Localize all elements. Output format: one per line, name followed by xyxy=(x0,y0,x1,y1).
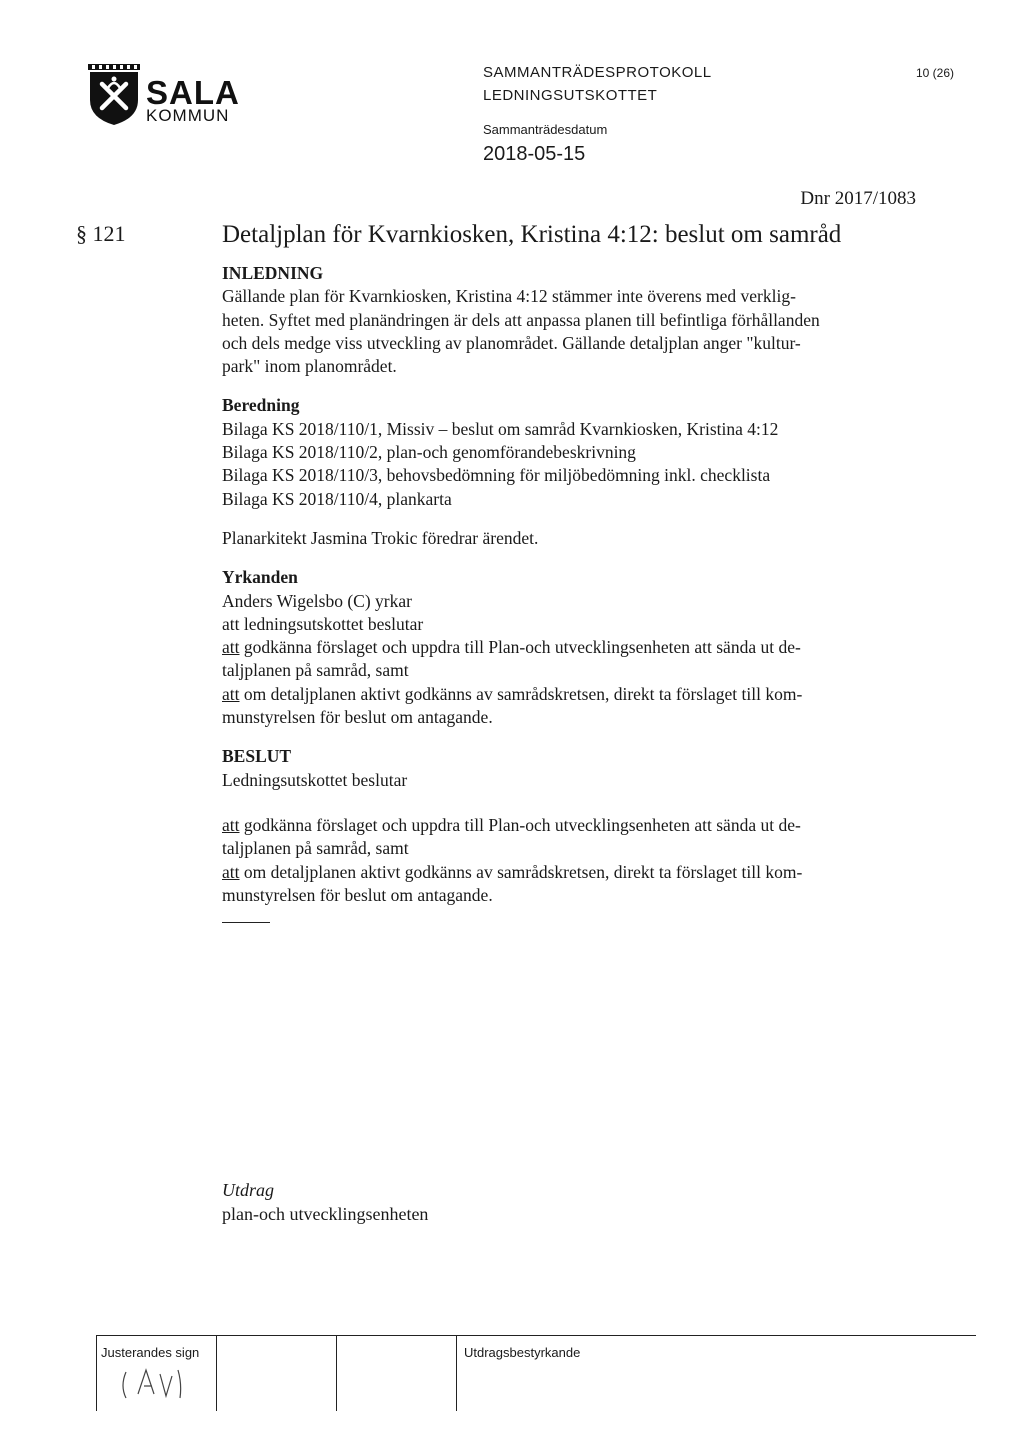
footer-cell-divider xyxy=(96,1335,97,1411)
att-keyword: att xyxy=(222,861,240,882)
case-number: Dnr 2017/1083 xyxy=(800,188,916,209)
attachment-item: Bilaga KS 2018/110/4, plankarta xyxy=(222,488,452,509)
proposer: Anders Wigelsbo (C) yrkar xyxy=(222,590,412,611)
beslut-heading: BESLUT xyxy=(222,746,292,767)
attachment-item: Bilaga KS 2018/110/3, behovsbedömning för miljöbedömning inkl. checklista xyxy=(222,465,771,486)
attachment-item: Bilaga KS 2018/110/2, plan-och genomförandebeskrivning xyxy=(222,442,636,463)
paragraph-number: § 121 xyxy=(76,221,126,246)
proposal-item-cont: munstyrelsen för beslut om antagande. xyxy=(222,707,493,728)
decision-item: att godkänna förslaget och uppdra till Plan-och utvecklingsenheten att sända ut de- xyxy=(222,814,801,835)
proposal-item: att godkänna förslaget och uppdra till Plan-och utvecklingsenheten att sända ut de- xyxy=(222,637,801,658)
case-title: Detaljplan för Kvarnkiosken, Kristina 4:12: beslut om samråd xyxy=(222,221,842,248)
footer-cell-divider xyxy=(456,1335,457,1411)
utdragsbestyrkande-label: Utdragsbestyrkande xyxy=(464,1345,581,1360)
attachment-item: Bilaga KS 2018/110/1, Missiv – beslut om samråd Kvarnkiosken, Kristina 4:12 xyxy=(222,418,779,439)
intro-line: park" inom planområdet. xyxy=(222,356,397,377)
att-keyword: att xyxy=(222,683,240,704)
footer-rule xyxy=(96,1335,976,1336)
intro-line: och dels medge viss utveckling av planområdet. Gällande detaljplan anger "kultur- xyxy=(222,332,801,353)
intro-line: heten. Syftet med planändringen är dels att anpassa planen till befintliga förhållanden xyxy=(222,309,820,330)
intro-line: Gällande plan för Kvarnkiosken, Kristina 4:12 stämmer inte överens med verklig- xyxy=(222,286,796,307)
proposal-intro: att ledningsutskottet beslutar xyxy=(222,613,424,634)
att-keyword: att xyxy=(222,814,240,835)
presenter-note: Planarkitekt Jasmina Trokic föredrar ärendet. xyxy=(222,527,539,548)
decision-intro: Ledningsutskottet beslutar xyxy=(222,769,408,790)
beredning-heading: Beredning xyxy=(222,395,300,416)
document-body xyxy=(222,262,922,907)
decision-item-cont: munstyrelsen för beslut om antagande. xyxy=(222,884,493,905)
end-divider xyxy=(222,922,270,923)
intro-heading: INLEDNING xyxy=(222,263,324,283)
utdrag-label: Utdrag xyxy=(222,1180,275,1200)
document-type: SAMMANTRÄDESPROTOKOLL xyxy=(483,64,712,81)
logo-name: SALA xyxy=(146,74,240,111)
utdrag-recipient: plan-och utvecklingsenheten xyxy=(222,1204,429,1224)
footer-cell-divider xyxy=(216,1335,217,1411)
meeting-date-label: Sammanträdesdatum xyxy=(483,122,608,137)
justerandes-sign-label: Justerandes sign xyxy=(101,1345,200,1360)
handwritten-initials-signature xyxy=(116,1364,202,1404)
decision-item: att om detaljplanen aktivt godkänns av samrådskretsen, direkt ta förslaget till kom- xyxy=(222,861,803,882)
meeting-date: 2018-05-15 xyxy=(483,143,586,165)
committee-name: LEDNINGSUTSKOTTET xyxy=(483,87,658,104)
logo-subtitle: KOMMUN xyxy=(146,106,230,125)
footer-cell-divider xyxy=(336,1335,337,1411)
sala-coat-of-arms-icon xyxy=(88,64,140,126)
yrkanden-heading: Yrkanden xyxy=(222,567,298,588)
page-number: 10 (26) xyxy=(915,66,954,80)
att-keyword: att xyxy=(222,637,240,658)
proposal-item: att om detaljplanen aktivt godkänns av samrådskretsen, direkt ta förslaget till kom- xyxy=(222,683,803,704)
proposal-item-cont: taljplanen på samråd, samt xyxy=(222,660,409,681)
decision-item-cont: taljplanen på samråd, samt xyxy=(222,838,409,859)
